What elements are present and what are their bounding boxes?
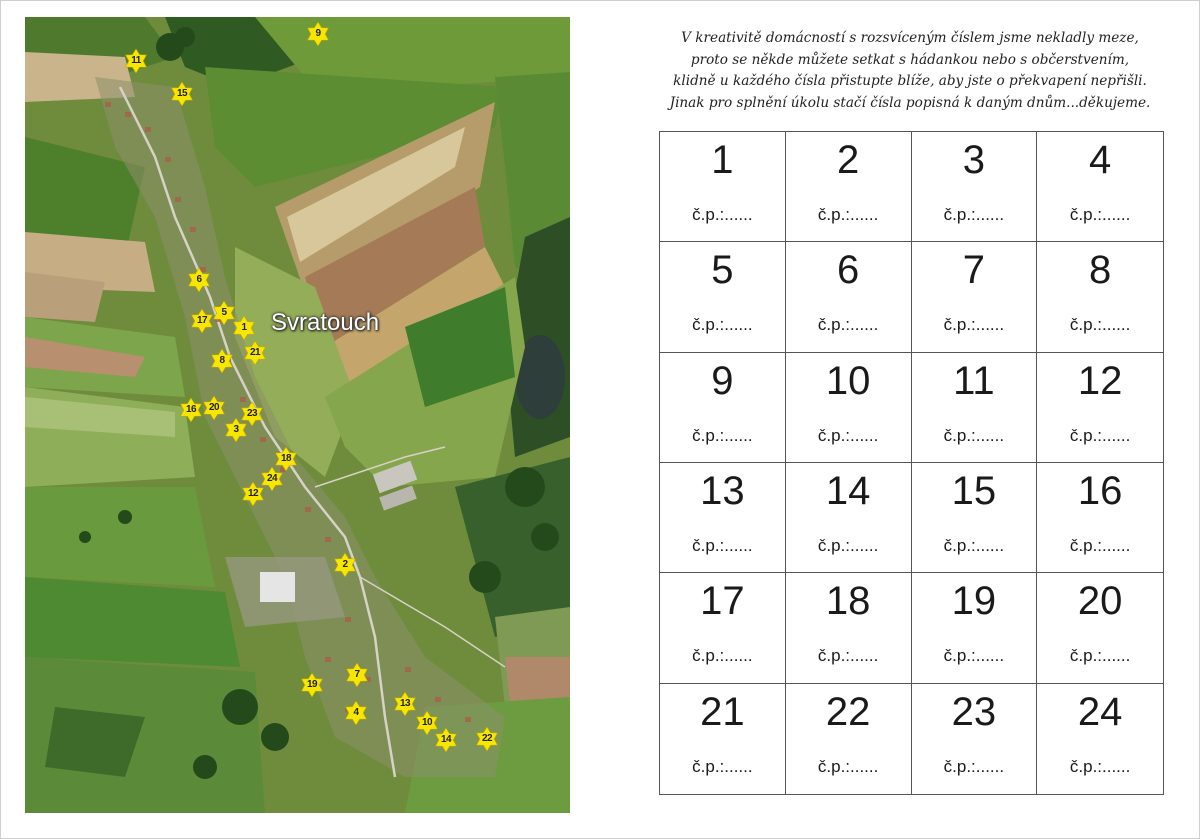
grid-cell-14[interactable] — [786, 463, 912, 573]
star-marker-number: 20 — [208, 402, 220, 413]
star-marker-15[interactable] — [170, 82, 194, 106]
day-number: 15 — [951, 469, 997, 513]
grid-cell-24[interactable] — [1037, 684, 1163, 794]
star-marker-number: 14 — [440, 734, 452, 745]
house-number-field[interactable]: č.p.:...... — [817, 425, 879, 445]
day-number: 1 — [711, 138, 734, 182]
day-number: 21 — [700, 689, 745, 734]
star-marker-number: 3 — [233, 424, 239, 435]
house-number-field[interactable]: č.p.:...... — [1069, 756, 1131, 776]
day-number: 23 — [951, 689, 997, 734]
day-number: 16 — [1077, 469, 1123, 513]
day-number: 11 — [953, 358, 995, 403]
star-marker-number: 18 — [280, 453, 292, 464]
star-marker-20[interactable] — [202, 396, 226, 420]
star-marker-19[interactable] — [300, 673, 324, 697]
village-name-label: Svratouch — [271, 309, 380, 336]
star-marker-number: 1 — [241, 322, 247, 333]
house-number-field[interactable]: č.p.:...... — [943, 205, 1005, 224]
star-marker-number: 24 — [266, 473, 278, 484]
grid-cell-1[interactable] — [660, 132, 786, 242]
day-number: 6 — [837, 248, 860, 293]
house-number-field[interactable]: č.p.:...... — [817, 756, 879, 776]
house-number-field[interactable]: č.p.:...... — [1069, 315, 1131, 335]
star-marker-number: 22 — [481, 733, 493, 744]
star-marker-number: 11 — [131, 55, 141, 66]
grid-cell-9[interactable] — [660, 353, 786, 463]
star-marker-number: 23 — [246, 408, 258, 419]
star-marker-number: 19 — [306, 679, 318, 690]
aerial-map[interactable] — [25, 17, 570, 813]
star-marker-17[interactable] — [190, 309, 214, 333]
day-number: 22 — [825, 689, 871, 734]
grid-cell-4[interactable] — [1037, 132, 1163, 242]
grid-cell-11[interactable] — [912, 353, 1038, 463]
grid-cell-22[interactable] — [786, 684, 912, 794]
day-number: 9 — [711, 358, 734, 403]
star-marker-8[interactable] — [210, 349, 234, 373]
intro-line: klidně u každého čísla přistupte blíže, aby jste o překvapení nepřišli. — [673, 73, 1147, 89]
day-number: 8 — [1089, 248, 1112, 293]
day-number: 10 — [825, 358, 871, 403]
star-marker-7[interactable] — [345, 663, 369, 687]
star-marker-number: 13 — [399, 698, 411, 709]
house-number-field[interactable]: č.p.:...... — [817, 315, 879, 335]
house-number-field[interactable]: č.p.:...... — [692, 536, 753, 555]
star-marker-number: 16 — [185, 404, 197, 415]
house-number-field[interactable]: č.p.:...... — [817, 205, 879, 224]
day-number: 19 — [951, 579, 997, 624]
advent-number-grid — [659, 131, 1164, 795]
star-marker-number: 2 — [342, 559, 348, 570]
house-number-field[interactable]: č.p.:...... — [692, 756, 753, 776]
house-number-field[interactable]: č.p.:...... — [817, 536, 879, 555]
intro-line: Jinak pro splnění úkolu stačí čísla popisná k daným dnům...děkujeme. — [669, 94, 1151, 111]
intro-text — [640, 28, 1180, 114]
house-number-field[interactable]: č.p.:...... — [692, 315, 753, 335]
grid-cell-7[interactable] — [912, 242, 1038, 352]
day-number: 3 — [962, 138, 985, 182]
day-number: 17 — [700, 579, 745, 624]
star-marker-number: 8 — [219, 355, 225, 366]
house-number-field[interactable]: č.p.:...... — [943, 315, 1005, 335]
star-marker-13[interactable] — [393, 692, 417, 716]
star-marker-16[interactable] — [179, 398, 203, 422]
intro-line: proto se někde můžete setkat s hádankou nebo s občerstvením, — [690, 51, 1130, 68]
house-number-field[interactable]: č.p.:...... — [943, 425, 1005, 445]
house-number-field[interactable]: č.p.:...... — [943, 536, 1005, 555]
grid-cell-12[interactable] — [1037, 353, 1163, 463]
star-marker-number: 21 — [249, 347, 261, 358]
house-number-field[interactable]: č.p.:...... — [1069, 205, 1131, 224]
star-marker-11[interactable] — [124, 49, 148, 73]
house-number-field[interactable]: č.p.:...... — [692, 425, 753, 445]
star-marker-12[interactable] — [241, 482, 265, 506]
star-marker-3[interactable] — [224, 418, 248, 442]
grid-cell-2[interactable] — [786, 132, 912, 242]
map-background — [25, 17, 570, 813]
day-number: 13 — [700, 469, 745, 513]
star-marker-22[interactable] — [475, 727, 499, 751]
day-number: 4 — [1089, 138, 1112, 182]
star-marker-4[interactable] — [344, 701, 368, 725]
star-marker-1[interactable] — [232, 316, 256, 340]
house-number-field[interactable]: č.p.:...... — [943, 756, 1005, 776]
grid-cell-21[interactable] — [660, 684, 786, 794]
day-number: 7 — [962, 248, 985, 293]
star-marker-number: 7 — [354, 669, 360, 680]
grid-cell-10[interactable] — [786, 353, 912, 463]
house-number-field[interactable]: č.p.:...... — [1069, 646, 1131, 666]
grid-cell-8[interactable] — [1037, 242, 1163, 352]
day-number: 20 — [1077, 579, 1123, 624]
day-number: 18 — [825, 579, 871, 624]
day-number: 14 — [825, 469, 871, 513]
star-marker-6[interactable] — [187, 268, 211, 292]
house-number-field[interactable]: č.p.:...... — [692, 205, 753, 224]
grid-cell-18[interactable] — [786, 573, 912, 683]
star-marker-21[interactable] — [243, 341, 267, 365]
grid-cell-23[interactable] — [912, 684, 1038, 794]
house-number-field[interactable]: č.p.:...... — [1069, 536, 1131, 555]
grid-cell-20[interactable] — [1037, 573, 1163, 683]
grid-cell-17[interactable] — [660, 573, 786, 683]
star-marker-number: 4 — [353, 707, 359, 718]
star-marker-number: 12 — [247, 488, 259, 499]
intro-line: V kreativitě domácností s rozsvíceným číslem jsme nekladly meze, — [681, 30, 1139, 46]
star-marker-14[interactable] — [434, 728, 458, 752]
grid-cell-3[interactable] — [912, 132, 1038, 242]
day-number: 2 — [837, 138, 860, 182]
day-number: 24 — [1077, 689, 1123, 734]
house-number-field[interactable]: č.p.:...... — [943, 646, 1005, 666]
house-number-field[interactable]: č.p.:...... — [1069, 425, 1131, 445]
star-marker-2[interactable] — [333, 553, 357, 577]
star-marker-number: 15 — [176, 88, 188, 99]
star-marker-number: 10 — [421, 717, 433, 728]
star-marker-9[interactable] — [306, 22, 330, 46]
star-marker-number: 17 — [196, 315, 208, 326]
day-number: 5 — [711, 248, 734, 293]
grid-cell-19[interactable] — [912, 573, 1038, 683]
star-marker-number: 5 — [221, 307, 227, 318]
grid-cell-16[interactable] — [1037, 463, 1163, 573]
day-number: 12 — [1077, 358, 1123, 403]
star-marker-number: 9 — [315, 28, 321, 39]
star-marker-number: 6 — [196, 274, 202, 285]
grid-cell-6[interactable] — [786, 242, 912, 352]
grid-cell-15[interactable] — [912, 463, 1038, 573]
house-number-field[interactable]: č.p.:...... — [692, 646, 753, 666]
house-number-field[interactable]: č.p.:...... — [817, 646, 879, 666]
grid-cell-13[interactable] — [660, 463, 786, 573]
grid-cell-5[interactable] — [660, 242, 786, 352]
